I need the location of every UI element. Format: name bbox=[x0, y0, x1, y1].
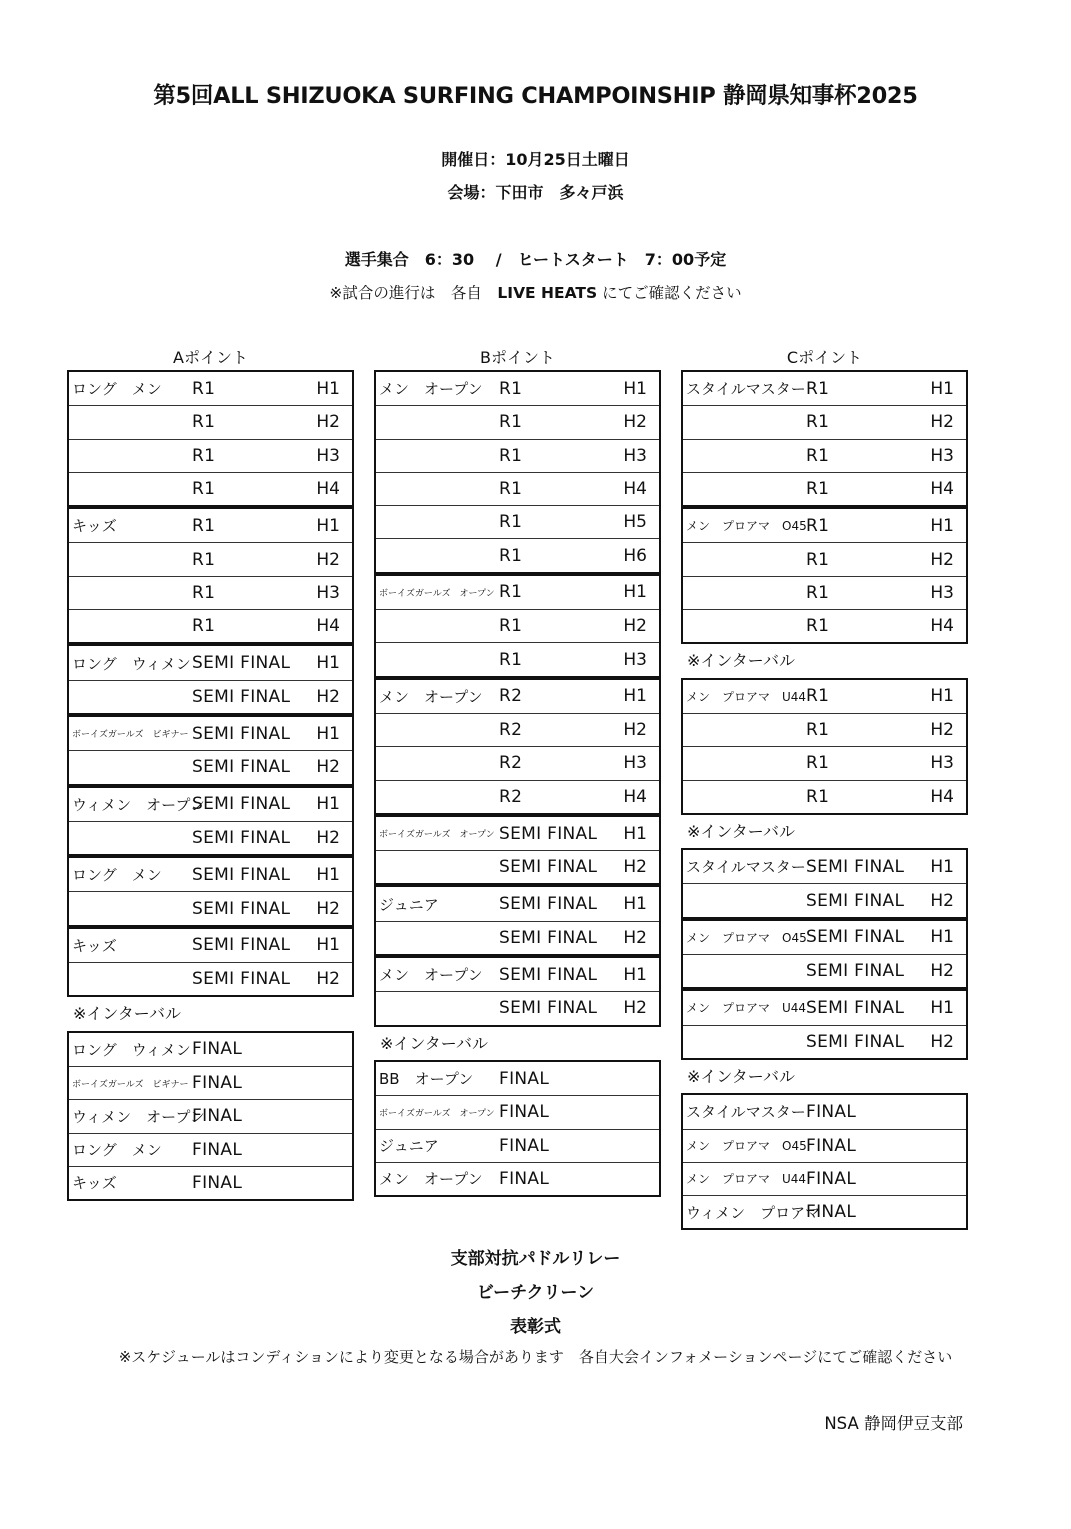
heat-row bbox=[683, 713, 966, 746]
page-title: 第5回ALL SHIZUOKA SURFING CHAMPOINSHIP 静岡県知事杯2025 bbox=[153, 83, 918, 109]
round-label: SEMI FINAL bbox=[499, 857, 598, 878]
round-label: R1 bbox=[499, 412, 523, 433]
heat-row bbox=[69, 609, 352, 642]
heat-group bbox=[681, 678, 968, 815]
event-paddle-relay: 支部対抗パドルリレー bbox=[450, 1249, 621, 1269]
heat-row bbox=[683, 780, 966, 813]
division-name: メン オープン bbox=[379, 1170, 483, 1189]
round-label: SEMI FINAL bbox=[806, 856, 905, 877]
point-heading: Cポイント bbox=[786, 348, 863, 367]
heat-number: H2 bbox=[623, 720, 647, 741]
schedule-change-note: ※スケジュールはコンディションにより変更となる場合があります 各自大会インフォメーションページにてご確認ください bbox=[118, 1348, 953, 1366]
heat-row bbox=[69, 646, 352, 679]
live-note-prefix: ※試合の進行は 各自 bbox=[329, 284, 498, 302]
round-label: R1 bbox=[806, 412, 830, 433]
heat-row bbox=[376, 505, 659, 538]
heat-row bbox=[376, 713, 659, 746]
division-name: メン プロアマ U44 bbox=[686, 689, 807, 704]
event-times: 選手集合 6：30 / ヒートスタート 7：00予定 bbox=[344, 250, 727, 269]
column-c bbox=[681, 346, 968, 1230]
heat-number: H5 bbox=[623, 512, 647, 533]
live-heats-note bbox=[0, 281, 1071, 303]
round-label: FINAL bbox=[806, 1101, 857, 1122]
division-name: BB オープン bbox=[379, 1070, 474, 1089]
heat-group bbox=[374, 1060, 661, 1197]
heat-group bbox=[67, 1031, 354, 1201]
heat-row bbox=[69, 542, 352, 575]
heat-row bbox=[683, 954, 966, 987]
round-label: SEMI FINAL bbox=[499, 894, 598, 915]
round-label: SEMI FINAL bbox=[806, 997, 905, 1018]
heat-group bbox=[681, 370, 968, 507]
heat-number: H2 bbox=[930, 961, 954, 982]
heat-number: H4 bbox=[930, 479, 954, 500]
heat-row bbox=[69, 821, 352, 854]
heat-group bbox=[681, 989, 968, 1060]
organizer: NSA 静岡伊豆支部 bbox=[824, 1414, 963, 1433]
heat-row bbox=[376, 680, 659, 713]
round-label: R1 bbox=[806, 549, 830, 570]
heat-row bbox=[376, 372, 659, 405]
round-label: SEMI FINAL bbox=[499, 964, 598, 985]
heat-row bbox=[376, 642, 659, 675]
round-label: R1 bbox=[806, 479, 830, 500]
round-label: R2 bbox=[499, 686, 523, 707]
heat-row bbox=[376, 405, 659, 438]
round-label: FINAL bbox=[192, 1073, 243, 1094]
heat-group bbox=[374, 370, 661, 574]
heat-number: H6 bbox=[623, 545, 647, 566]
heat-number: H2 bbox=[316, 969, 340, 990]
round-label: R1 bbox=[806, 786, 830, 807]
heat-number: H1 bbox=[316, 515, 340, 536]
round-label: R1 bbox=[192, 479, 216, 500]
round-label: FINAL bbox=[806, 1135, 857, 1156]
heat-number: H2 bbox=[623, 998, 647, 1019]
heat-number: H1 bbox=[930, 927, 954, 948]
heat-number: H1 bbox=[316, 378, 340, 399]
round-label: R1 bbox=[806, 582, 830, 603]
heat-group bbox=[374, 678, 661, 815]
heat-group bbox=[67, 644, 354, 715]
division-name: ロング メン bbox=[72, 380, 162, 399]
live-note-suffix: にてご確認ください bbox=[597, 284, 742, 302]
heat-number: H4 bbox=[623, 479, 647, 500]
heat-row bbox=[683, 372, 966, 405]
heat-number: H2 bbox=[316, 828, 340, 848]
heat-row bbox=[683, 991, 966, 1024]
heat-group bbox=[374, 885, 661, 956]
heat-number: H1 bbox=[316, 794, 340, 815]
heat-row bbox=[69, 1133, 352, 1166]
heat-number: H1 bbox=[930, 686, 954, 707]
heat-row bbox=[376, 991, 659, 1024]
round-label: SEMI FINAL bbox=[806, 890, 905, 911]
division-name: メン プロアマ U44 bbox=[686, 1001, 807, 1016]
division-name: メン プロアマ O45 bbox=[686, 930, 807, 945]
round-label: R1 bbox=[192, 616, 216, 637]
heat-row bbox=[69, 405, 352, 438]
round-label: R1 bbox=[499, 512, 523, 533]
round-label: SEMI FINAL bbox=[499, 927, 598, 948]
heat-row bbox=[683, 576, 966, 609]
heat-number: H3 bbox=[623, 649, 647, 670]
heat-number: H2 bbox=[316, 412, 340, 433]
heat-number: H2 bbox=[623, 857, 647, 878]
live-heats-label: LIVE HEATS bbox=[497, 284, 598, 302]
heat-group bbox=[681, 848, 968, 919]
heat-row bbox=[69, 372, 352, 405]
round-label: SEMI FINAL bbox=[499, 998, 598, 1019]
round-label: R2 bbox=[499, 786, 523, 807]
heat-number: H2 bbox=[930, 549, 954, 570]
heat-number: H2 bbox=[930, 720, 954, 741]
division-name: メン プロアマ O45 bbox=[686, 519, 807, 534]
round-label: FINAL bbox=[806, 1202, 857, 1223]
division-name: ジュニア bbox=[379, 895, 439, 914]
division-name: ボーイズガールズ ビギナー bbox=[72, 1079, 189, 1090]
heat-number: H2 bbox=[930, 412, 954, 433]
heat-number: H3 bbox=[930, 582, 954, 603]
round-label: R1 bbox=[806, 686, 830, 707]
interval-label: ※インターバル bbox=[687, 1066, 795, 1086]
round-label: R1 bbox=[806, 720, 830, 741]
heat-row bbox=[376, 1095, 659, 1128]
heat-row bbox=[683, 1025, 966, 1058]
round-label: SEMI FINAL bbox=[192, 757, 291, 778]
round-label: FINAL bbox=[499, 1068, 550, 1089]
round-label: R1 bbox=[192, 549, 216, 570]
division-name: ジュニア bbox=[379, 1137, 439, 1156]
heat-group bbox=[67, 786, 354, 857]
round-label: R1 bbox=[806, 378, 830, 399]
round-label: R1 bbox=[192, 445, 216, 466]
heat-row bbox=[376, 887, 659, 920]
heat-group bbox=[374, 574, 661, 678]
heat-row bbox=[683, 883, 966, 916]
heat-row bbox=[683, 1095, 966, 1128]
round-label: R1 bbox=[499, 445, 523, 466]
division-name: ボーイズガールズ オープン bbox=[379, 1108, 495, 1119]
heat-number: H1 bbox=[316, 864, 340, 885]
division-name: ロング ウィメン bbox=[72, 1040, 191, 1059]
round-label: FINAL bbox=[192, 1172, 243, 1193]
heat-number: H2 bbox=[930, 1031, 954, 1052]
heat-number: H1 bbox=[623, 894, 647, 915]
round-label: R2 bbox=[499, 720, 523, 741]
heat-number: H4 bbox=[930, 616, 954, 637]
round-label: SEMI FINAL bbox=[192, 794, 291, 815]
heat-group bbox=[681, 1093, 968, 1230]
heat-row bbox=[69, 962, 352, 995]
heat-row bbox=[69, 1099, 352, 1132]
round-label: FINAL bbox=[192, 1039, 243, 1060]
round-label: R1 bbox=[499, 616, 523, 637]
round-label: FINAL bbox=[806, 1168, 857, 1189]
round-label: R1 bbox=[499, 378, 523, 399]
heat-group bbox=[67, 507, 354, 644]
heat-row bbox=[683, 921, 966, 954]
round-label: FINAL bbox=[499, 1135, 550, 1156]
division-name: ボーイズガールズ オープン bbox=[379, 588, 495, 599]
heat-number: H1 bbox=[623, 964, 647, 985]
heat-row bbox=[683, 680, 966, 713]
heat-row bbox=[683, 1195, 966, 1228]
heat-row bbox=[683, 850, 966, 883]
heat-group bbox=[374, 956, 661, 1027]
heat-row bbox=[376, 1162, 659, 1195]
heat-number: H1 bbox=[930, 997, 954, 1018]
heat-row bbox=[683, 609, 966, 642]
heat-number: H3 bbox=[623, 753, 647, 774]
round-label: R2 bbox=[499, 753, 523, 774]
round-label: SEMI FINAL bbox=[192, 969, 291, 990]
round-label: SEMI FINAL bbox=[806, 961, 905, 982]
heat-number: H1 bbox=[930, 378, 954, 399]
event-beach-clean: ビーチクリーン bbox=[476, 1283, 595, 1303]
heat-number: H4 bbox=[316, 616, 340, 637]
heat-row bbox=[376, 439, 659, 472]
heat-number: H2 bbox=[930, 890, 954, 911]
round-label: SEMI FINAL bbox=[192, 898, 291, 919]
interval-label: ※インターバル bbox=[687, 651, 795, 671]
heat-number: H2 bbox=[316, 686, 340, 707]
heat-row bbox=[376, 958, 659, 991]
heat-row bbox=[376, 472, 659, 505]
heat-group bbox=[67, 856, 354, 927]
heat-row bbox=[69, 576, 352, 609]
round-label: R1 bbox=[192, 412, 216, 433]
heat-row bbox=[69, 858, 352, 891]
column-b bbox=[374, 346, 661, 1197]
heat-row bbox=[69, 929, 352, 962]
heat-number: H3 bbox=[930, 445, 954, 466]
heat-row bbox=[69, 439, 352, 472]
heat-row bbox=[683, 405, 966, 438]
interval-label: ※インターバル bbox=[73, 1004, 181, 1024]
heat-number: H1 bbox=[623, 823, 647, 844]
heat-row bbox=[376, 609, 659, 642]
division-name: スタイルマスター bbox=[686, 1103, 806, 1122]
round-label: R1 bbox=[499, 582, 523, 603]
division-name: ボーイズガールズ オープン bbox=[379, 830, 495, 840]
heat-group bbox=[67, 927, 354, 998]
heat-row bbox=[69, 750, 352, 783]
heat-row bbox=[376, 921, 659, 954]
interval-label: ※インターバル bbox=[380, 1033, 488, 1053]
heat-number: H1 bbox=[930, 515, 954, 536]
heat-group bbox=[681, 919, 968, 990]
heat-number: H4 bbox=[316, 479, 340, 500]
round-label: R1 bbox=[192, 378, 216, 399]
division-name: ウィメン プロアマ bbox=[686, 1203, 821, 1222]
heat-row bbox=[69, 680, 352, 713]
heat-row bbox=[69, 788, 352, 821]
division-name: スタイルマスター bbox=[686, 380, 806, 399]
heat-number: H2 bbox=[316, 898, 340, 919]
point-heading: Aポイント bbox=[173, 348, 248, 367]
round-label: FINAL bbox=[192, 1139, 243, 1160]
division-name: キッズ bbox=[72, 1174, 117, 1193]
round-label: FINAL bbox=[192, 1106, 243, 1127]
heat-row bbox=[69, 1066, 352, 1099]
round-label: SEMI FINAL bbox=[192, 864, 291, 885]
round-label: R1 bbox=[499, 479, 523, 500]
heat-row bbox=[376, 1062, 659, 1095]
division-name: スタイルマスター bbox=[686, 858, 806, 877]
division-name: ウィメン オープン bbox=[72, 795, 205, 814]
round-label: FINAL bbox=[499, 1102, 550, 1123]
round-label: SEMI FINAL bbox=[806, 927, 905, 948]
heat-row bbox=[376, 850, 659, 883]
heat-row bbox=[683, 439, 966, 472]
heat-row bbox=[69, 1033, 352, 1066]
heat-row bbox=[683, 746, 966, 779]
heat-number: H1 bbox=[316, 935, 340, 956]
round-label: SEMI FINAL bbox=[192, 723, 291, 744]
round-label: SEMI FINAL bbox=[192, 653, 291, 674]
heat-row bbox=[69, 472, 352, 505]
heat-row bbox=[376, 538, 659, 571]
event-award-ceremony: 表彰式 bbox=[510, 1317, 561, 1337]
heat-number: H2 bbox=[316, 757, 340, 778]
round-label: R1 bbox=[806, 515, 830, 536]
division-name: メン オープン bbox=[379, 966, 483, 985]
heat-row bbox=[376, 817, 659, 850]
column-a bbox=[67, 346, 354, 1201]
round-label: R1 bbox=[806, 616, 830, 637]
round-label: SEMI FINAL bbox=[192, 935, 291, 956]
heat-number: H3 bbox=[316, 582, 340, 603]
heat-row bbox=[683, 472, 966, 505]
heat-row bbox=[69, 509, 352, 542]
round-label: FINAL bbox=[499, 1168, 550, 1189]
heat-number: H2 bbox=[623, 927, 647, 948]
division-name: メン オープン bbox=[379, 687, 483, 706]
heat-number: H2 bbox=[623, 616, 647, 637]
round-label: SEMI FINAL bbox=[806, 1031, 905, 1052]
heat-number: H3 bbox=[623, 445, 647, 466]
heat-number: H1 bbox=[930, 856, 954, 877]
heat-number: H4 bbox=[930, 786, 954, 807]
heat-number: H1 bbox=[316, 723, 340, 744]
heat-row bbox=[376, 780, 659, 813]
division-name: ウィメン オープン bbox=[72, 1107, 205, 1126]
heat-row bbox=[683, 542, 966, 575]
division-name: ボーイズガールズ ビギナー bbox=[72, 730, 189, 741]
round-label: R1 bbox=[192, 582, 216, 603]
division-name: ロング メン bbox=[72, 1141, 162, 1160]
point-heading: Bポイント bbox=[480, 348, 555, 367]
heat-number: H3 bbox=[930, 753, 954, 774]
event-venue: 会場：下田市 多々戸浜 bbox=[447, 183, 624, 202]
round-label: R1 bbox=[192, 515, 216, 536]
division-name: ロング メン bbox=[72, 866, 162, 885]
heat-group bbox=[67, 370, 354, 507]
heat-number: H2 bbox=[623, 412, 647, 433]
heat-row bbox=[376, 746, 659, 779]
heat-group bbox=[374, 815, 661, 886]
heat-number: H1 bbox=[623, 378, 647, 399]
heat-row bbox=[683, 1162, 966, 1195]
round-label: SEMI FINAL bbox=[192, 686, 291, 707]
heat-row bbox=[683, 509, 966, 542]
heat-number: H4 bbox=[623, 786, 647, 807]
event-date: 開催日：10月25日土曜日 bbox=[441, 150, 630, 169]
interval-label: ※インターバル bbox=[687, 821, 795, 841]
division-name: キッズ bbox=[72, 936, 117, 955]
heat-group bbox=[681, 507, 968, 644]
division-name: ロング ウィメン bbox=[72, 654, 191, 673]
heat-row bbox=[69, 717, 352, 750]
heat-row bbox=[376, 576, 659, 609]
round-label: SEMI FINAL bbox=[192, 828, 291, 848]
round-label: R1 bbox=[806, 445, 830, 466]
heat-row bbox=[376, 1129, 659, 1162]
division-name: キッズ bbox=[72, 517, 117, 536]
heat-group bbox=[67, 715, 354, 786]
heat-number: H1 bbox=[623, 582, 647, 603]
heat-row bbox=[69, 891, 352, 924]
round-label: SEMI FINAL bbox=[499, 823, 598, 844]
division-name: メン プロアマ O45 bbox=[686, 1139, 807, 1154]
division-name: メン オープン bbox=[379, 380, 483, 399]
heat-number: H2 bbox=[316, 549, 340, 570]
round-label: R1 bbox=[499, 545, 523, 566]
round-label: R1 bbox=[806, 753, 830, 774]
round-label: R1 bbox=[499, 649, 523, 670]
heat-number: H1 bbox=[316, 653, 340, 674]
heat-row bbox=[683, 1129, 966, 1162]
division-name: メン プロアマ U44 bbox=[686, 1172, 807, 1187]
heat-number: H3 bbox=[316, 445, 340, 466]
heat-row bbox=[69, 1166, 352, 1199]
heat-number: H1 bbox=[623, 686, 647, 707]
